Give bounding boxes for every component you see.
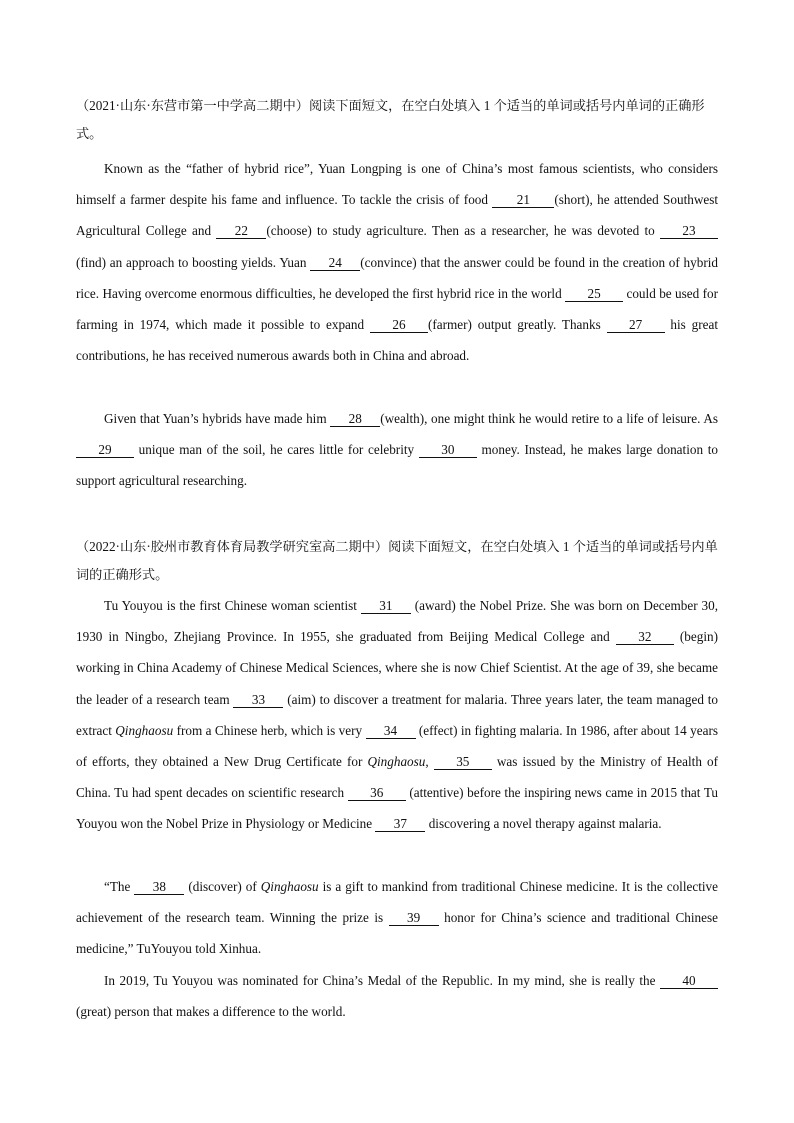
section2-heading: （2022·山东·胶州市教育体育局教学研究室高二期中）阅读下面短文，在空白处填入 1 个适当的单词或括号内单词的正确形式。 [76, 539, 718, 582]
section1-paragraph-2: Given that Yuan’s hybrids have made him 28 (wealth), one might think he would retire to a life of leisure. As 29 unique man of the soil, he cares little for celebrity 30 money. Instead, he makes large donation to support agricultural researching. [76, 411, 718, 489]
herb-name: Qinghaosu [367, 754, 426, 770]
blank-32[interactable]: 32 [616, 629, 674, 645]
blank-38[interactable]: 38 [134, 879, 184, 895]
blank-31[interactable]: 31 [361, 598, 411, 614]
blank-28[interactable]: 28 [330, 411, 380, 427]
blank-21[interactable]: 21 [492, 192, 554, 208]
blank-22[interactable]: 22 [216, 223, 266, 239]
section2-paragraph-3: In 2019, Tu Youyou was nominated for China’s Medal of the Republic. In my mind, she is really the 40 (great) person that makes a difference to the world. [76, 965, 718, 1027]
blank-33[interactable]: 33 [233, 692, 283, 708]
blank-37[interactable]: 37 [375, 816, 425, 832]
blank-25[interactable]: 25 [565, 286, 623, 302]
blank-30[interactable]: 30 [419, 442, 477, 458]
blank-29[interactable]: 29 [76, 442, 134, 458]
blank-27[interactable]: 27 [607, 317, 665, 333]
section1-paragraph-1: Known as the “father of hybrid rice”, Yuan Longping is one of China’s most famous scientists, who considers himself a farmer despite his fame and influence. To tackle the crisis of food 21 (short), he attended Southwest Agricultural College and 22 (choose) to study agriculture. Then as a researcher, he was devoted to 23(find) an approach to boosting yields. Yuan 24 (convince) that the answer could be found in the creation of hybrid rice. Having overcome enormous difficulties, he developed the first hybrid rice in the world 25 could be used for farming in 1974, which made it possible to expand 26 (farmer) output greatly. Thanks 27 his great contributions, he has received numerous awards both in China and abroad. [76, 161, 719, 364]
blank-34[interactable]: 34 [366, 723, 416, 739]
section1-heading: （2021·山东·东营市第一中学高二期中）阅读下面短文，在空白处填入 1 个适当的单词或括号内单词的正确形式。 [76, 98, 705, 141]
blank-36[interactable]: 36 [348, 785, 406, 801]
herb-name: Qinghaosu [115, 722, 174, 738]
blank-40[interactable]: 40 [660, 973, 718, 989]
blank-24[interactable]: 24 [310, 255, 360, 271]
blank-23[interactable]: 23 [660, 223, 718, 239]
blank-35[interactable]: 35 [434, 754, 492, 770]
herb-name: Qinghaosu [260, 879, 319, 894]
blank-39[interactable]: 39 [389, 910, 439, 926]
section2-paragraph-2: “The 38 (discover) of Qinghaosu is a gift to mankind from traditional Chinese medicine. It is the collective achievement of the research team. Winning the prize is 39 honor for China’s science and traditional Chinese medicine,” TuYouyou told Xinhua. [76, 879, 718, 957]
section2-paragraph-1: Tu Youyou is the first Chinese woman scientist 31 (award) the Nobel Prize. She was born on December 30, 1930 in Ningbo, Zhejiang Province. In 1955, she graduated from Beijing Medical College and 32 (begin) working in China Academy of Chinese Medical Sciences, where she is now Chief Scientist. At the age of 39, she became the leader of a research team 33 (aim) to discover a treatment for malaria. Three years later, the team managed to extract Qinghaosu from a Chinese herb, which is very 34 (effect) in fighting malaria. In 1986, after about 14 years of efforts, they obtained a New Drug Certificate for Qinghaosu, 35 was issued by the Ministry of Health of China. Tu had spent decades on scientific research 36 (attentive) before the inspiring news came in 2015 that Tu Youyou won the Nobel Prize in Physiology or Medicine 37 discovering a novel therapy against malaria. [76, 598, 719, 832]
blank-26[interactable]: 26 [370, 317, 428, 333]
